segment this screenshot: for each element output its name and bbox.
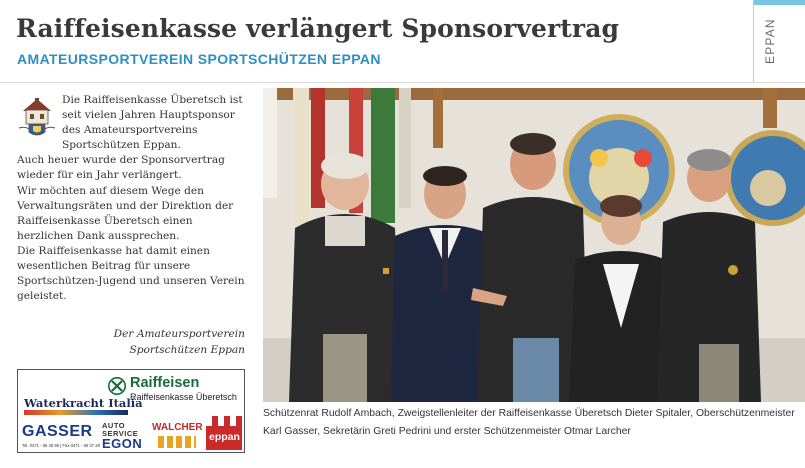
auto-service-egon-logo: [102, 422, 150, 450]
egon-tagline: [102, 422, 138, 437]
article-paragraph: Wir möchten auf diesem Wege den Verwaltungsräten und der Direktion der Raiffeisenkasse Überetsch einen herzlichen Dank aussprechen.: [17, 184, 234, 242]
gasser-logo: [22, 423, 100, 451]
group-photo-illustration: [263, 88, 805, 402]
gasser-contact: Tel. 0471 - 66 49 95 | Fax 0471 - 66 37 28: [22, 443, 100, 448]
group-photo: [263, 88, 805, 402]
article-body: [17, 93, 247, 304]
article-paragraph: Auch heuer wurde der Sponsorvertrag wieder für ein Jahr verlängert.: [17, 154, 225, 182]
article-paragraph: Die Raiffeisenkasse Überetsch ist seit vielen Jahren Hauptsponsor des Amateursportvereins Sportschützen Eppan.: [62, 94, 243, 152]
sponsor-logos-box: [17, 369, 245, 453]
section-tab-label: EPPAN: [763, 18, 777, 64]
raiffeisen-name: Raiffeisen: [130, 375, 200, 391]
eppan-crenellation: [206, 416, 242, 426]
article-signature: [17, 326, 245, 358]
section-tab-accent-bar: [754, 0, 805, 5]
gasser-name: GASSER: [22, 423, 93, 440]
signature-line: Der Amateursportverein: [113, 328, 245, 340]
article-subhead: AMATEURSPORTVEREIN SPORTSCHÜTZEN EPPAN: [17, 51, 381, 67]
raiffeisen-gable-icon: [108, 377, 126, 395]
header-divider: [0, 82, 805, 83]
egon-tagline-line: AUTO: [102, 421, 126, 430]
walcher-name: WALCHER: [152, 422, 203, 433]
article-headline: Raiffeisenkasse verlängert Sponsorvertrag: [16, 14, 620, 43]
waterkracht-stripe: [24, 410, 128, 415]
eppan-name: eppan: [209, 431, 240, 443]
photo-caption: Schützenrat Rudolf Ambach, Zweigstellenleiter der Raiffeisenkasse Überetsch Dieter Spitaler, Oberschützenmeister Karl Gasser, Sekretärin Greti Pedrini und erster Schützenmeister Otmar Larcher: [263, 408, 795, 437]
waterkracht-name: Waterkracht Italia: [24, 396, 143, 410]
walcher-logo: [152, 420, 204, 450]
section-tab: [753, 0, 805, 82]
club-crest-icon: [17, 95, 57, 139]
eppan-logo: [206, 416, 242, 450]
egon-name: EGON: [102, 436, 143, 451]
article-paragraph: Die Raiffeisenkasse hat damit einen wesentlichen Beitrag für unsere Sportschützen-Jugend und unseren Verein geleistet.: [17, 244, 245, 303]
signature-line: Sportschützen Eppan: [129, 344, 245, 356]
raiffeisen-subtitle: Raiffeisenkasse Überetsch: [130, 392, 237, 402]
egon-tagline-line: SERVICE: [102, 428, 139, 438]
waterkracht-logo: [22, 394, 143, 416]
walcher-mark: [158, 436, 196, 448]
